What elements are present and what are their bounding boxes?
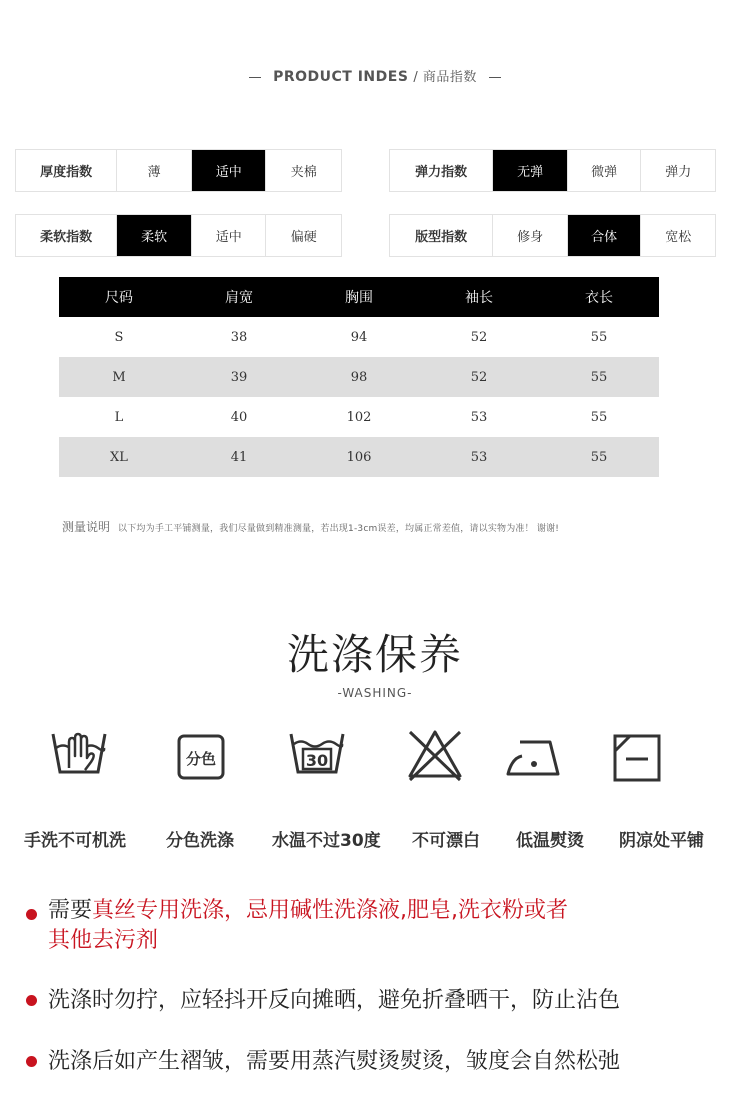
index-label: 弹力指数 xyxy=(390,150,493,191)
table-cell: 55 xyxy=(539,437,659,477)
index-option: 夹棉 xyxy=(290,165,317,180)
care-note-1 xyxy=(26,896,726,958)
washing-subtitle: -WASHING- xyxy=(337,686,413,700)
index-thickness xyxy=(15,149,342,192)
table-cell: 98 xyxy=(299,357,419,397)
table-cell: 53 xyxy=(419,437,539,477)
header-title-en: PRODUCT INDES xyxy=(273,69,409,85)
index-option-active: 适中 xyxy=(192,150,267,191)
table-row xyxy=(59,317,659,357)
col-chest: 胸围 xyxy=(299,277,419,317)
care-note-2 xyxy=(26,986,726,1016)
separate-colors-glyph: 分色 xyxy=(185,750,217,768)
care-note-3 xyxy=(26,1047,726,1077)
care-note-1-line2: 其他去污剂 xyxy=(48,928,159,953)
wash-30-icon xyxy=(288,728,346,782)
measure-note-text: 以下均为手工平铺测量，我们尽量做到精准测量，若出现1-3cm误差，均属正常差值，请以实物为准！ 谢谢! xyxy=(118,524,560,534)
header-title-cn: / 商品指数 xyxy=(413,70,477,85)
table-cell: M xyxy=(59,357,179,397)
table-row xyxy=(59,357,659,397)
table-cell: 55 xyxy=(590,329,608,345)
header-dash-right xyxy=(489,77,501,78)
index-option: 适中 xyxy=(192,215,267,256)
table-cell: S xyxy=(114,329,124,345)
separate-colors-icon xyxy=(176,733,226,781)
index-option: 宽松 xyxy=(665,230,692,245)
table-cell: 53 xyxy=(470,409,488,425)
col-sleeve: 袖长 xyxy=(419,277,539,317)
table-cell: 94 xyxy=(350,329,368,345)
header-dash-left xyxy=(249,77,261,78)
low-iron-icon xyxy=(506,736,562,778)
dry-flat-shade-icon xyxy=(612,733,662,783)
care-note-1-highlight: 真丝专用洗涤，忌用碱性洗涤液,肥皂,洗衣粉或者 xyxy=(92,898,569,923)
care-note-3-text: 洗涤后如产生褶皱，需要用蒸汽熨烫熨烫，皱度会自然松弛 xyxy=(48,1049,621,1074)
product-index-header xyxy=(0,66,750,85)
no-bleach-icon xyxy=(406,728,464,784)
table-cell: 102 xyxy=(346,409,372,425)
icon-label-separate-colors: 分色洗涤 xyxy=(166,831,234,851)
index-option-active: 柔软 xyxy=(117,215,192,256)
table-cell: 41 xyxy=(179,437,299,477)
wash-30-glyph: 30 xyxy=(305,751,329,770)
col-shoulder: 肩宽 xyxy=(179,277,299,317)
index-option-active: 无弹 xyxy=(493,150,568,191)
bullet-dot xyxy=(26,1056,37,1067)
col-size: 尺码 xyxy=(59,277,179,317)
index-label: 厚度指数 xyxy=(16,150,117,191)
index-elasticity xyxy=(389,149,716,192)
index-label: 版型指数 xyxy=(390,215,493,256)
table-cell: 40 xyxy=(230,409,248,425)
measure-note xyxy=(62,516,682,535)
washing-title: 洗涤保养 xyxy=(286,630,463,679)
size-table xyxy=(59,277,659,477)
index-option-active: 合体 xyxy=(568,215,642,256)
icon-label-low-iron: 低温熨烫 xyxy=(516,831,584,851)
index-option: 微弹 xyxy=(568,150,642,191)
col-length: 衣长 xyxy=(539,277,659,317)
index-label: 柔软指数 xyxy=(16,215,117,256)
bullet-dot xyxy=(26,909,37,920)
index-option: 修身 xyxy=(493,215,568,256)
care-note-2-text: 洗涤时勿拧，应轻抖开反向摊晒，避免折叠晒干，防止沾色 xyxy=(48,988,621,1013)
table-row xyxy=(59,397,659,437)
measure-note-label: 测量说明 xyxy=(62,520,111,534)
hand-wash-icon xyxy=(50,728,108,782)
table-cell: 39 xyxy=(179,357,299,397)
index-option: 弹力 xyxy=(665,165,692,180)
index-option: 薄 xyxy=(117,150,192,191)
icon-label-dry-flat: 阴凉处平铺 xyxy=(619,831,704,851)
icon-label-hand-wash: 手洗不可机洗 xyxy=(24,831,126,851)
table-cell: L xyxy=(114,409,124,425)
index-fit xyxy=(389,214,716,257)
index-option: 偏硬 xyxy=(290,230,317,245)
table-cell: 52 xyxy=(419,357,539,397)
table-cell: 55 xyxy=(539,357,659,397)
table-cell: 52 xyxy=(470,329,488,345)
bullet-dot xyxy=(26,995,37,1006)
table-cell: 55 xyxy=(590,409,608,425)
icon-label-no-bleach: 不可漂白 xyxy=(412,831,480,851)
table-cell: 38 xyxy=(230,329,248,345)
table-row xyxy=(59,437,659,477)
size-table-header xyxy=(59,277,659,317)
index-softness xyxy=(15,214,342,257)
icon-label-wash-30: 水温不过30度 xyxy=(272,831,381,851)
table-cell: 106 xyxy=(299,437,419,477)
care-note-1-prefix: 需要 xyxy=(48,898,93,923)
table-cell: XL xyxy=(59,437,179,477)
